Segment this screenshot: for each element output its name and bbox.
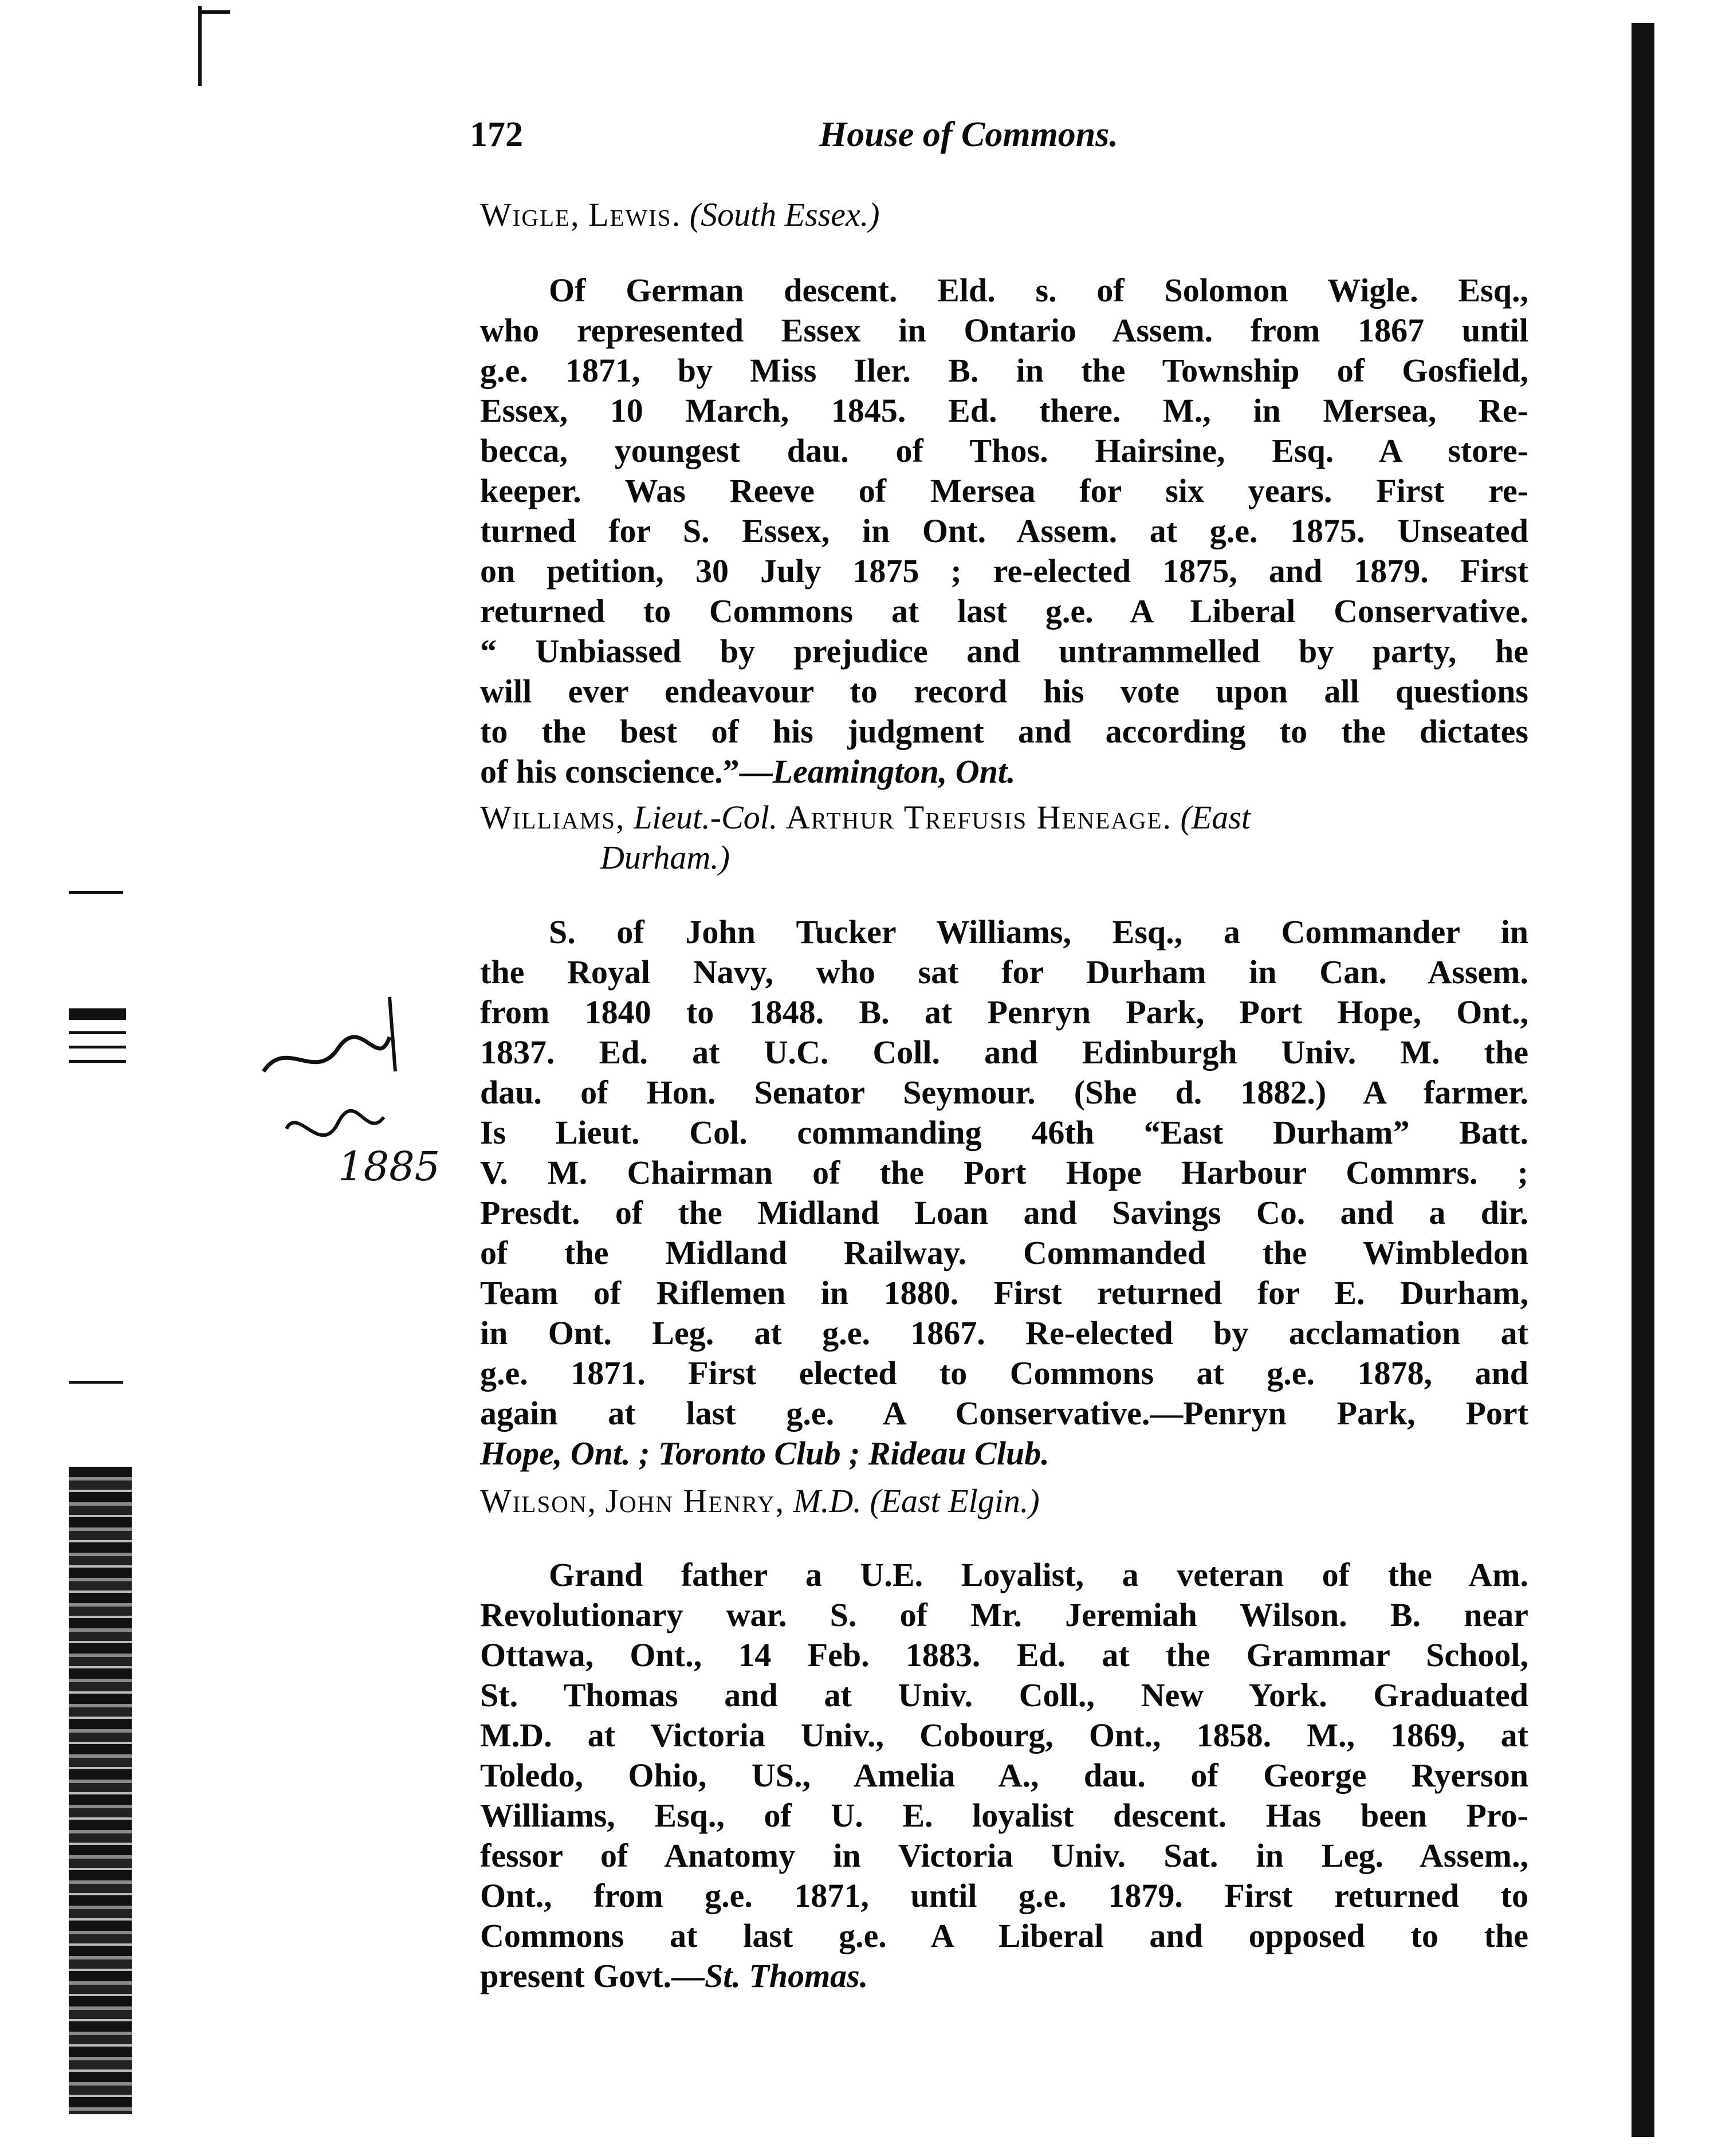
margin-note-year: 1885	[338, 1143, 441, 1190]
entry-line: to the best of his judgment and according to the dictates	[480, 713, 1528, 750]
entry-line: Is Lieut. Col. commanding 46th “East Durham” Batt.	[480, 1114, 1528, 1151]
entry-given-name: Lewis.	[588, 196, 682, 233]
running-head: House of Commons.	[819, 115, 1118, 154]
scan-binding-strip	[69, 1467, 132, 2114]
entry-title: Lieut.-Col.	[634, 799, 778, 836]
entry-line: St. Thomas and at Univ. Coll., New York. Graduated	[480, 1676, 1528, 1714]
entry-line: Revolutionary war. S. of Mr. Jeremiah Wilson. B. near	[480, 1596, 1528, 1633]
scan-edge-mark	[202, 10, 230, 14]
scan-page-edge	[1632, 23, 1654, 2137]
entry-line: Ottawa, Ont., 14 Feb. 1883. Ed. at the Grammar School,	[480, 1636, 1528, 1674]
entry-line: g.e. 1871, by Miss Iler. B. in the Township of Gosfield,	[480, 352, 1528, 389]
scan-edge-mark	[198, 6, 202, 86]
entry-surname: Williams,	[480, 799, 626, 836]
entry-constituency: (East Elgin.)	[870, 1482, 1040, 1519]
entry-line-text: of his conscience.”—	[480, 753, 773, 790]
margin-rule	[69, 1060, 126, 1063]
entry-line: dau. of Hon. Senator Seymour. (She d. 1882.) A farmer.	[480, 1074, 1528, 1111]
entry-heading-wigle	[480, 195, 1528, 235]
margin-rule	[69, 1381, 123, 1384]
entry-line: Of German descent. Eld. s. of Solomon Wigle. Esq.,	[549, 272, 1528, 309]
margin-rule	[69, 1046, 126, 1048]
entry-degree: M.D.	[793, 1482, 862, 1519]
entry-line: Presdt. of the Midland Loan and Savings Co. and a dir.	[480, 1194, 1528, 1231]
entry-line: the Royal Navy, who sat for Durham in Can. Assem.	[480, 953, 1528, 991]
entry-line: V. M. Chairman of the Port Hope Harbour Commrs. ;	[480, 1154, 1528, 1191]
entry-line: in Ont. Leg. at g.e. 1867. Re-elected by acclamation at	[480, 1314, 1528, 1352]
entry-residence: Hope, Ont. ; Toronto Club ; Rideau Club.	[480, 1435, 1049, 1472]
entry-line: “ Unbiassed by prejudice and untrammelled by party, he	[480, 633, 1528, 670]
entry-surname: Wigle,	[480, 196, 580, 233]
entry-line: M.D. at Victoria Univ., Cobourg, Ont., 1858. M., 1869, at	[480, 1717, 1528, 1754]
margin-rule	[69, 1031, 126, 1034]
entry-residence: St. Thomas.	[705, 1957, 868, 1994]
entry-line: Team of Riflemen in 1880. First returned for E. Durham,	[480, 1274, 1528, 1311]
entry-line: on petition, 30 July 1875 ; re-elected 1875, and 1879. First	[480, 552, 1528, 590]
entry-body-williams	[480, 912, 1528, 1474]
entry-line: who represented Essex in Ontario Assem. from 1867 until	[480, 312, 1528, 349]
entry-line: from 1840 to 1848. B. at Penryn Park, Port Hope, Ont.,	[480, 993, 1528, 1031]
entry-line: S. of John Tucker Williams, Esq., a Commander in	[549, 913, 1528, 951]
entry-surname: Wilson,	[480, 1482, 597, 1519]
entry-line: g.e. 1871. First elected to Commons at g.e. 1878, and	[480, 1354, 1528, 1392]
entry-line: Grand father a U.E. Loyalist, a veteran of the Am.	[549, 1556, 1528, 1593]
entry-constituency: (East	[1180, 799, 1251, 836]
entry-heading-williams	[480, 798, 1528, 878]
entry-line: becca, youngest dau. of Thos. Hairsine, Esq. A store-	[480, 432, 1528, 469]
entry-line: keeper. Was Reeve of Mersea for six years. First re-	[480, 472, 1528, 509]
entry-body-wigle	[480, 270, 1528, 792]
entry-line: Commons at last g.e. A Liberal and opposed to the	[480, 1917, 1528, 1954]
page-number: 172	[470, 115, 523, 154]
handwritten-margin-note	[252, 985, 458, 1215]
entry-line: Ont., from g.e. 1871, until g.e. 1879. First returned to	[480, 1877, 1528, 1914]
entry-constituency-cont: Durham.)	[600, 839, 730, 876]
entry-line: 1837. Ed. at U.C. Coll. and Edinburgh Univ. M. the	[480, 1034, 1528, 1071]
entry-line: returned to Commons at last g.e. A Liberal Conservative.	[480, 592, 1528, 630]
entry-line	[480, 752, 1528, 792]
entry-constituency: (South Essex.)	[689, 196, 880, 233]
entry-line: fessor of Anatomy in Victoria Univ. Sat. in Leg. Assem.,	[480, 1837, 1528, 1874]
entry-body-wilson	[480, 1555, 1528, 1996]
margin-rule	[69, 1008, 126, 1020]
margin-rule	[69, 891, 123, 894]
entry-given-name: Arthur Trefusis Heneage.	[785, 799, 1173, 836]
entry-line-text: present Govt.—	[480, 1957, 705, 1994]
entry-line: will ever endeavour to record his vote upon all questions	[480, 673, 1528, 710]
entry-line: turned for S. Essex, in Ont. Assem. at g.e. 1875. Unseated	[480, 512, 1528, 549]
entry-line: Williams, Esq., of U. E. loyalist descent. Has been Pro-	[480, 1797, 1528, 1834]
entry-given-name: John Henry,	[605, 1482, 785, 1519]
entry-heading-wilson	[480, 1481, 1528, 1521]
entry-line: Toledo, Ohio, US., Amelia A., dau. of George Ryerson	[480, 1757, 1528, 1794]
entry-residence: Leamington, Ont.	[772, 753, 1016, 790]
entry-line: again at last g.e. A Conservative.—Penryn Park, Port	[480, 1395, 1528, 1432]
entry-line: of the Midland Railway. Commanded the Wimbledon	[480, 1234, 1528, 1271]
entry-line: Essex, 10 March, 1845. Ed. there. M., in Mersea, Re-	[480, 392, 1528, 429]
entry-line	[480, 1956, 1528, 1996]
